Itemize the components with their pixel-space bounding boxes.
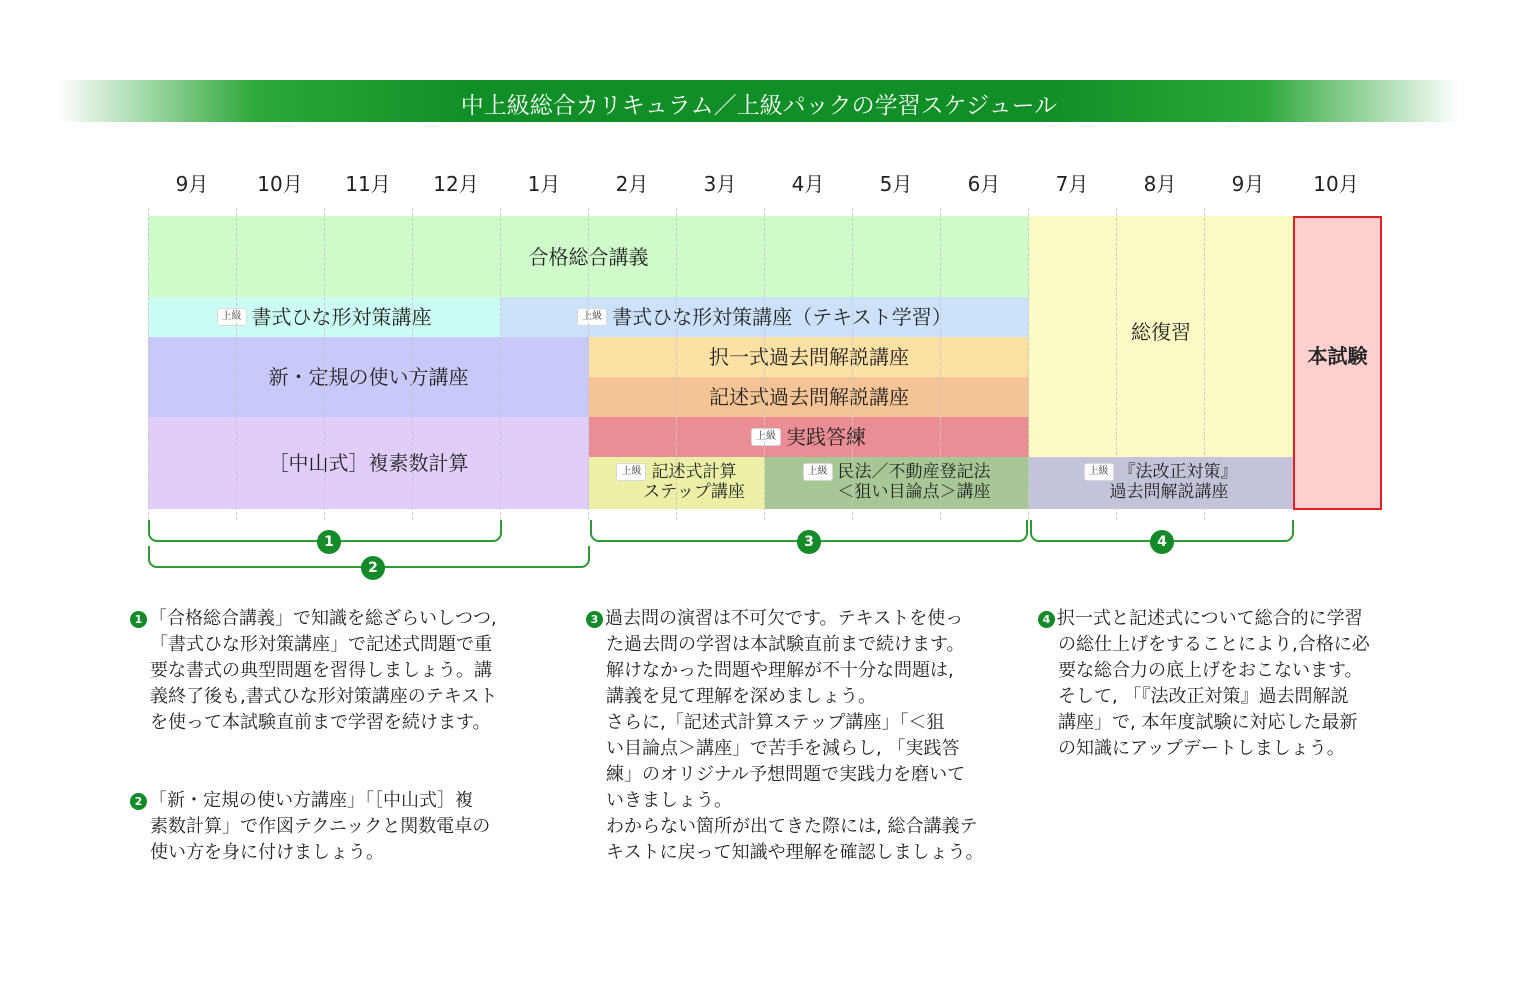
block-label: ＜狙い目論点＞講座: [837, 482, 991, 502]
description-line: キストに戻って知識や理解を確認しましょう。: [606, 842, 984, 863]
title-bar: [58, 80, 1460, 122]
month-label: 3月: [703, 172, 737, 196]
description-line: 要な総合力の底上げをおこないます。: [1058, 660, 1363, 681]
grid-line: [852, 208, 853, 520]
grid-line: [500, 208, 501, 520]
description-line: いきましょう。: [606, 790, 732, 811]
phase-number-2: 2: [361, 556, 385, 580]
phase-number-icon: 1: [130, 611, 147, 628]
grid-line: [764, 208, 765, 520]
grid-line: [676, 208, 677, 520]
month-label: 5月: [879, 172, 913, 196]
description-line: 練」のオリジナル予想問題で実践力を磨いて: [606, 764, 966, 785]
description-line: の総仕上げをすることにより,合格に必: [1058, 634, 1370, 655]
advanced-badge: 上級: [1085, 464, 1113, 480]
block-sofukushu: [1029, 216, 1293, 457]
phase-number-4: 4: [1150, 530, 1174, 554]
grid-line: [588, 208, 589, 520]
block-minpo-fudosan: [765, 457, 1029, 509]
description-line: た過去問の学習は本試験直前まで続けます。: [606, 634, 965, 655]
advanced-badge: 上級: [804, 464, 832, 480]
grid-line: [236, 208, 237, 520]
block-label: 択一式過去問解説講座: [709, 345, 909, 369]
phase-number-icon: 2: [130, 793, 147, 810]
description-phase-1: [130, 606, 550, 736]
block-kijutsu: [589, 377, 1029, 417]
description-line: そして, 「『法改正対策』過去問解説: [1058, 686, 1349, 707]
month-label: 4月: [791, 172, 825, 196]
block-jissen-toren: [589, 417, 1029, 457]
block-label: 本試験: [1307, 344, 1368, 368]
description-phase-4: [1038, 606, 1438, 762]
block-label: 記述式過去問解説講座: [709, 385, 909, 409]
grid-line: [1204, 208, 1205, 520]
block-hokaisei-taisaku: [1029, 457, 1293, 509]
month-label: 7月: [1055, 172, 1089, 196]
block-label: 書式ひな形対策講座（テキスト学習）: [612, 305, 952, 329]
month-label: 6月: [967, 172, 1001, 196]
description-line: 択一式と記述式について総合的に学習: [1057, 608, 1363, 629]
advanced-badge: 上級: [617, 464, 645, 480]
month-label: 2月: [615, 172, 649, 196]
block-label: ステップ講座: [643, 482, 745, 502]
description-line: 解けなかった問題や理解が不十分な問題は,: [606, 660, 954, 681]
description-line: さらに,「記述式計算ステップ講座」「＜狙: [606, 712, 945, 733]
block-fukusosu: [148, 417, 589, 509]
block-label: 合格総合講義: [528, 244, 649, 269]
description-line: 素数計算」で作図テクニックと関数電卓の: [150, 816, 491, 837]
phase-number-icon: 4: [1038, 611, 1055, 628]
block-step-koza: [589, 457, 765, 509]
description-line: 義終了後も,書式ひな形対策講座のテキスト: [150, 686, 498, 707]
block-shin-teiki: [148, 337, 589, 417]
phase-number-3: 3: [797, 530, 821, 554]
description-line: 使い方を身に付けましょう。: [150, 842, 384, 863]
description-line: 要な書式の典型問題を習得しましょう。講: [150, 660, 492, 681]
month-label: 9月: [175, 172, 209, 196]
block-label: 実践答練: [786, 425, 866, 449]
month-label: 9月: [1231, 172, 1265, 196]
block-honshiken: [1293, 216, 1382, 510]
month-label: 8月: [1143, 172, 1177, 196]
block-label: 書式ひな形対策講座: [251, 305, 432, 329]
block-label: 記述式計算: [651, 462, 737, 483]
block-label: ［中山式］複素数計算: [268, 451, 469, 475]
page-title: 中上級総合カリキュラム／上級パックの学習スケジュール: [460, 93, 1058, 119]
description-line: わからない箇所が出てきた際には, 総合講義テ: [606, 816, 978, 837]
block-shoshiki-text: [501, 297, 1029, 337]
phase-number-1: 1: [317, 530, 341, 554]
block-label: 民法／不動産登記法: [837, 462, 991, 483]
description-line: 講座」で, 本年度試験に対応した最新: [1058, 712, 1358, 733]
month-label: 10月: [1313, 172, 1359, 196]
description-phase-3: [586, 606, 1016, 866]
block-label: 新・定規の使い方講座: [268, 365, 469, 389]
phase-number-icon: 3: [586, 611, 603, 628]
month-label: 11月: [345, 172, 391, 196]
grid-line: [412, 208, 413, 520]
description-line: い目論点＞講座」で苦手を減らし, 「実践答: [606, 738, 960, 759]
block-takuitsu: [589, 337, 1029, 377]
grid-line: [940, 208, 941, 520]
description-line: の知識にアップデートしましょう。: [1058, 738, 1345, 759]
description-phase-2: [130, 788, 550, 866]
grid-line: [148, 208, 149, 520]
description-line: 「新・定規の使い方講座」「［中山式］複: [149, 790, 473, 811]
description-line: 「書式ひな形対策講座」で記述式問題で重: [150, 634, 492, 655]
block-label: 過去問解説講座: [1109, 482, 1229, 502]
description-line: 過去問の演習は不可欠です。テキストを使っ: [605, 608, 964, 629]
advanced-badge: 上級: [752, 429, 780, 445]
month-label: 12月: [433, 172, 479, 196]
description-line: 講義を見て理解を深めましょう。: [606, 686, 876, 707]
block-label: 『法改正対策』: [1118, 462, 1238, 483]
description-line: 「合格総合講義」で知識を総ざらいしつつ,: [149, 608, 497, 629]
grid-line: [324, 208, 325, 520]
month-label: 1月: [527, 172, 561, 196]
grid-line: [1116, 208, 1117, 520]
description-line: を使って本試験直前まで学習を続けます。: [150, 712, 491, 733]
month-label: 10月: [257, 172, 303, 196]
advanced-badge: 上級: [218, 309, 246, 325]
advanced-badge: 上級: [578, 309, 606, 325]
block-label: 総復習: [1131, 320, 1191, 344]
grid-line: [1028, 208, 1029, 520]
